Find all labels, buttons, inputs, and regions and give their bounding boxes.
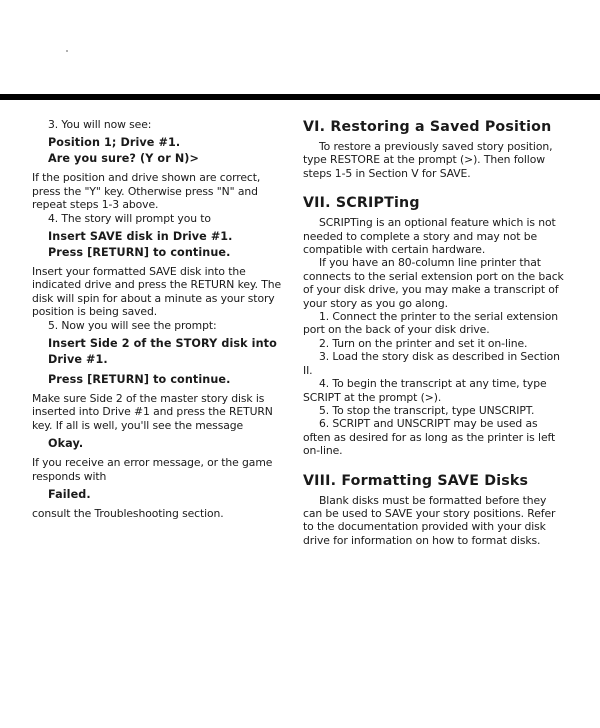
paragraph-consult: consult the Troubleshooting section. <box>32 507 224 521</box>
script-step-6: 6. SCRIPT and UNSCRIPT may be used as often as desired for as long as the printer is left on-line. <box>303 417 556 458</box>
script-step-2: 2. Turn on the printer and set it on-line. <box>319 336 528 350</box>
paragraph-scripting-printer: If you have an 80-column line printer that connects to the serial extension port on the back of your disk drive, you may make a transcript of your story as you go along. <box>303 256 564 310</box>
script-step-3: 3. Load the story disk as described in Section II. <box>303 350 560 377</box>
prompt-sure: Are you sure? (Y or N)> <box>48 152 199 166</box>
section-heading-restoring: VI. Restoring a Saved Position <box>303 119 552 135</box>
prompt-insert-side2: Insert Side 2 of the STORY disk into Drive #1. <box>48 337 277 367</box>
paragraph-confirm: If the position and drive shown are correct, press the "Y" key. Otherwise press "N" and repeat steps 1-3 above. <box>32 171 261 212</box>
prompt-failed: Failed. <box>48 488 91 502</box>
paragraph-formatting: Blank disks must be formatted before they can be used to SAVE your story positions. Refer to the documentation provided with your disk drive for information on how to format disks. <box>303 493 556 547</box>
prompt-return-2: Press [RETURN] to continue. <box>48 373 231 387</box>
prompt-okay: Okay. <box>48 437 84 451</box>
paragraph-error: If you receive an error message, or the game responds with <box>32 456 273 483</box>
prompt-insert-save: Insert SAVE disk in Drive #1. <box>48 230 233 244</box>
right-column <box>303 118 565 547</box>
paragraph-restore: To restore a previously saved story position, type RESTORE at the prompt (>). Then follow steps 1-5 in Section V for SAVE. <box>303 140 553 180</box>
paragraph-side2: Make sure Side 2 of the master story disk is inserted into Drive #1 and press the RETURN key. If all is well, you'll see the message <box>32 392 273 432</box>
section-heading-scripting: VII. SCRIPTing <box>303 195 420 212</box>
prompt-drive: Position 1; Drive #1. <box>48 136 181 150</box>
section-heading-formatting: VIII. Formatting SAVE Disks <box>303 472 529 489</box>
script-step-4: 4. To begin the transcript at any time, type SCRIPT at the prompt (>). <box>303 377 547 404</box>
step-3: 3. You will now see: <box>48 118 152 131</box>
header-rule <box>0 94 600 100</box>
scan-speck <box>66 50 68 52</box>
step-4: 4. The story will prompt you to <box>48 211 211 225</box>
paragraph-insert: Insert your formatted SAVE disk into the indicated drive and press the RETURN key. The disk will spin for about a minute as your story position is being saved. <box>32 265 282 319</box>
paragraph-scripting-intro: SCRIPTing is an optional feature which is not needed to complete a story and may not be compatible with certain hardware. <box>303 216 556 257</box>
script-step-1: 1. Connect the printer to the serial extension port on the back of your disk drive. <box>303 310 559 337</box>
script-step-5: 5. To stop the transcript, type UNSCRIPT. <box>319 403 535 417</box>
left-column <box>32 118 284 521</box>
step-5: 5. Now you will see the prompt: <box>48 318 217 332</box>
prompt-return-1: Press [RETURN] to continue. <box>48 246 231 260</box>
